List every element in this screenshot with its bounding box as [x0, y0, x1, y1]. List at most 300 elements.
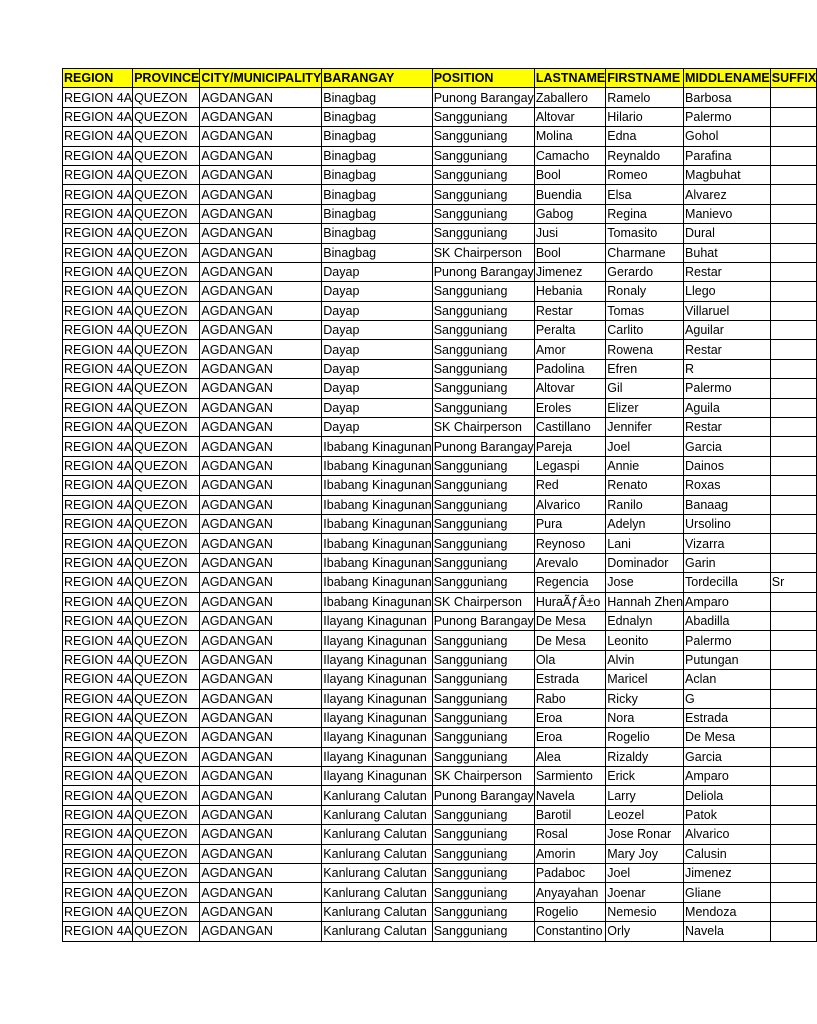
cell-region[interactable]: REGION 4A	[63, 127, 133, 146]
cell-lastname[interactable]: Bool	[534, 165, 605, 184]
cell-suffix[interactable]	[770, 708, 816, 727]
cell-suffix[interactable]	[770, 146, 816, 165]
cell-province[interactable]: QUEZON	[133, 573, 200, 592]
cell-region[interactable]: REGION 4A	[63, 146, 133, 165]
cell-middlename[interactable]: Tordecilla	[684, 573, 771, 592]
cell-position[interactable]: Sangguniang	[432, 844, 534, 863]
cell-position[interactable]: Sangguniang	[432, 747, 534, 766]
cell-middlename[interactable]: Amparo	[684, 767, 771, 786]
cell-lastname[interactable]: Arevalo	[534, 553, 605, 572]
header-cell-barangay[interactable]: BARANGAY	[322, 69, 432, 88]
cell-city-municipality[interactable]: AGDANGAN	[200, 476, 322, 495]
cell-region[interactable]: REGION 4A	[63, 553, 133, 572]
cell-middlename[interactable]: Barbosa	[684, 88, 771, 107]
cell-city-municipality[interactable]: AGDANGAN	[200, 786, 322, 805]
cell-barangay[interactable]: Ilayang Kinagunan	[322, 670, 432, 689]
cell-lastname[interactable]: Pura	[534, 514, 605, 533]
cell-province[interactable]: QUEZON	[133, 301, 200, 320]
cell-suffix[interactable]: Sr	[770, 573, 816, 592]
cell-region[interactable]: REGION 4A	[63, 708, 133, 727]
cell-middlename[interactable]: Mendoza	[684, 902, 771, 921]
cell-position[interactable]: Punong Barangay	[432, 437, 534, 456]
cell-lastname[interactable]: Molina	[534, 127, 605, 146]
cell-barangay[interactable]: Kanlurang Calutan	[322, 844, 432, 863]
cell-suffix[interactable]	[770, 262, 816, 281]
cell-position[interactable]: Sangguniang	[432, 282, 534, 301]
cell-city-municipality[interactable]: AGDANGAN	[200, 922, 322, 941]
cell-position[interactable]: Sangguniang	[432, 398, 534, 417]
cell-position[interactable]: Sangguniang	[432, 534, 534, 553]
cell-middlename[interactable]: Navela	[684, 922, 771, 941]
cell-suffix[interactable]	[770, 379, 816, 398]
cell-region[interactable]: REGION 4A	[63, 689, 133, 708]
cell-firstname[interactable]: Hilario	[606, 107, 684, 126]
cell-suffix[interactable]	[770, 514, 816, 533]
cell-middlename[interactable]: Patok	[684, 805, 771, 824]
cell-barangay[interactable]: Binagbag	[322, 88, 432, 107]
cell-city-municipality[interactable]: AGDANGAN	[200, 844, 322, 863]
cell-suffix[interactable]	[770, 495, 816, 514]
cell-firstname[interactable]: Rizaldy	[606, 747, 684, 766]
cell-middlename[interactable]: Restar	[684, 418, 771, 437]
cell-province[interactable]: QUEZON	[133, 514, 200, 533]
cell-city-municipality[interactable]: AGDANGAN	[200, 573, 322, 592]
cell-middlename[interactable]: Aguila	[684, 398, 771, 417]
cell-province[interactable]: QUEZON	[133, 204, 200, 223]
cell-middlename[interactable]: De Mesa	[684, 728, 771, 747]
cell-region[interactable]: REGION 4A	[63, 262, 133, 281]
cell-barangay[interactable]: Binagbag	[322, 204, 432, 223]
cell-province[interactable]: QUEZON	[133, 728, 200, 747]
cell-region[interactable]: REGION 4A	[63, 786, 133, 805]
cell-position[interactable]: Sangguniang	[432, 689, 534, 708]
cell-position[interactable]: SK Chairperson	[432, 418, 534, 437]
cell-position[interactable]: Sangguniang	[432, 670, 534, 689]
cell-middlename[interactable]: Palermo	[684, 107, 771, 126]
cell-barangay[interactable]: Kanlurang Calutan	[322, 883, 432, 902]
cell-city-municipality[interactable]: AGDANGAN	[200, 767, 322, 786]
cell-position[interactable]: SK Chairperson	[432, 767, 534, 786]
cell-province[interactable]: QUEZON	[133, 534, 200, 553]
cell-region[interactable]: REGION 4A	[63, 902, 133, 921]
cell-firstname[interactable]: Efren	[606, 359, 684, 378]
cell-region[interactable]: REGION 4A	[63, 340, 133, 359]
cell-barangay[interactable]: Binagbag	[322, 224, 432, 243]
cell-region[interactable]: REGION 4A	[63, 611, 133, 630]
cell-position[interactable]: Sangguniang	[432, 456, 534, 475]
cell-region[interactable]: REGION 4A	[63, 514, 133, 533]
cell-middlename[interactable]: Aclan	[684, 670, 771, 689]
cell-suffix[interactable]	[770, 165, 816, 184]
cell-lastname[interactable]: Hebania	[534, 282, 605, 301]
cell-firstname[interactable]: Jennifer	[606, 418, 684, 437]
cell-barangay[interactable]: Ilayang Kinagunan	[322, 689, 432, 708]
cell-province[interactable]: QUEZON	[133, 902, 200, 921]
cell-region[interactable]: REGION 4A	[63, 922, 133, 941]
cell-firstname[interactable]: Adelyn	[606, 514, 684, 533]
cell-suffix[interactable]	[770, 631, 816, 650]
cell-city-municipality[interactable]: AGDANGAN	[200, 650, 322, 669]
cell-city-municipality[interactable]: AGDANGAN	[200, 592, 322, 611]
cell-suffix[interactable]	[770, 282, 816, 301]
cell-middlename[interactable]: Parafina	[684, 146, 771, 165]
cell-position[interactable]: Sangguniang	[432, 514, 534, 533]
cell-lastname[interactable]: Ola	[534, 650, 605, 669]
cell-province[interactable]: QUEZON	[133, 650, 200, 669]
cell-middlename[interactable]: Banaag	[684, 495, 771, 514]
cell-region[interactable]: REGION 4A	[63, 631, 133, 650]
cell-barangay[interactable]: Ilayang Kinagunan	[322, 631, 432, 650]
cell-position[interactable]: Sangguniang	[432, 902, 534, 921]
cell-lastname[interactable]: Regencia	[534, 573, 605, 592]
cell-suffix[interactable]	[770, 88, 816, 107]
cell-city-municipality[interactable]: AGDANGAN	[200, 243, 322, 262]
cell-province[interactable]: QUEZON	[133, 476, 200, 495]
cell-barangay[interactable]: Binagbag	[322, 185, 432, 204]
cell-suffix[interactable]	[770, 747, 816, 766]
cell-city-municipality[interactable]: AGDANGAN	[200, 398, 322, 417]
cell-suffix[interactable]	[770, 437, 816, 456]
cell-province[interactable]: QUEZON	[133, 883, 200, 902]
cell-firstname[interactable]: Renato	[606, 476, 684, 495]
cell-position[interactable]: Sangguniang	[432, 107, 534, 126]
cell-region[interactable]: REGION 4A	[63, 592, 133, 611]
header-cell-region[interactable]: REGION	[63, 69, 133, 88]
cell-lastname[interactable]: Rosal	[534, 825, 605, 844]
cell-barangay[interactable]: Ibabang Kinagunan	[322, 476, 432, 495]
cell-suffix[interactable]	[770, 786, 816, 805]
cell-region[interactable]: REGION 4A	[63, 418, 133, 437]
cell-middlename[interactable]: Garin	[684, 553, 771, 572]
cell-middlename[interactable]: Manievo	[684, 204, 771, 223]
cell-province[interactable]: QUEZON	[133, 767, 200, 786]
cell-position[interactable]: Sangguniang	[432, 553, 534, 572]
header-cell-province[interactable]: PROVINCE	[133, 69, 200, 88]
cell-city-municipality[interactable]: AGDANGAN	[200, 127, 322, 146]
cell-position[interactable]: Sangguniang	[432, 340, 534, 359]
cell-barangay[interactable]: Dayap	[322, 379, 432, 398]
cell-suffix[interactable]	[770, 204, 816, 223]
cell-province[interactable]: QUEZON	[133, 88, 200, 107]
cell-lastname[interactable]: Eroles	[534, 398, 605, 417]
cell-province[interactable]: QUEZON	[133, 844, 200, 863]
cell-barangay[interactable]: Dayap	[322, 262, 432, 281]
cell-city-municipality[interactable]: AGDANGAN	[200, 689, 322, 708]
cell-region[interactable]: REGION 4A	[63, 767, 133, 786]
cell-region[interactable]: REGION 4A	[63, 379, 133, 398]
cell-city-municipality[interactable]: AGDANGAN	[200, 379, 322, 398]
cell-suffix[interactable]	[770, 728, 816, 747]
cell-suffix[interactable]	[770, 689, 816, 708]
cell-firstname[interactable]: Nora	[606, 708, 684, 727]
cell-position[interactable]: Sangguniang	[432, 165, 534, 184]
cell-lastname[interactable]: Reynoso	[534, 534, 605, 553]
header-cell-suffix[interactable]: SUFFIX	[770, 69, 816, 88]
cell-barangay[interactable]: Binagbag	[322, 127, 432, 146]
cell-barangay[interactable]: Kanlurang Calutan	[322, 805, 432, 824]
cell-position[interactable]: Sangguniang	[432, 185, 534, 204]
cell-position[interactable]: Sangguniang	[432, 825, 534, 844]
cell-province[interactable]: QUEZON	[133, 825, 200, 844]
cell-barangay[interactable]: Ilayang Kinagunan	[322, 708, 432, 727]
cell-position[interactable]: Sangguniang	[432, 127, 534, 146]
cell-suffix[interactable]	[770, 321, 816, 340]
cell-province[interactable]: QUEZON	[133, 670, 200, 689]
cell-firstname[interactable]: Larry	[606, 786, 684, 805]
cell-position[interactable]: Sangguniang	[432, 883, 534, 902]
cell-firstname[interactable]: Ricky	[606, 689, 684, 708]
cell-suffix[interactable]	[770, 185, 816, 204]
cell-firstname[interactable]: Ramelo	[606, 88, 684, 107]
cell-province[interactable]: QUEZON	[133, 747, 200, 766]
cell-city-municipality[interactable]: AGDANGAN	[200, 728, 322, 747]
cell-province[interactable]: QUEZON	[133, 146, 200, 165]
cell-position[interactable]: Sangguniang	[432, 650, 534, 669]
cell-province[interactable]: QUEZON	[133, 321, 200, 340]
cell-firstname[interactable]: Reynaldo	[606, 146, 684, 165]
cell-region[interactable]: REGION 4A	[63, 844, 133, 863]
cell-barangay[interactable]: Ibabang Kinagunan	[322, 592, 432, 611]
cell-suffix[interactable]	[770, 864, 816, 883]
cell-position[interactable]: Sangguniang	[432, 728, 534, 747]
cell-suffix[interactable]	[770, 805, 816, 824]
cell-barangay[interactable]: Kanlurang Calutan	[322, 786, 432, 805]
cell-barangay[interactable]: Dayap	[322, 301, 432, 320]
cell-firstname[interactable]: Tomasito	[606, 224, 684, 243]
cell-lastname[interactable]: Jimenez	[534, 262, 605, 281]
cell-position[interactable]: Sangguniang	[432, 476, 534, 495]
cell-city-municipality[interactable]: AGDANGAN	[200, 340, 322, 359]
cell-province[interactable]: QUEZON	[133, 495, 200, 514]
cell-suffix[interactable]	[770, 224, 816, 243]
cell-middlename[interactable]: Calusin	[684, 844, 771, 863]
cell-region[interactable]: REGION 4A	[63, 747, 133, 766]
cell-suffix[interactable]	[770, 883, 816, 902]
cell-firstname[interactable]: Dominador	[606, 553, 684, 572]
cell-firstname[interactable]: Orly	[606, 922, 684, 941]
cell-middlename[interactable]: Amparo	[684, 592, 771, 611]
cell-suffix[interactable]	[770, 844, 816, 863]
cell-city-municipality[interactable]: AGDANGAN	[200, 670, 322, 689]
cell-middlename[interactable]: Aguilar	[684, 321, 771, 340]
cell-suffix[interactable]	[770, 553, 816, 572]
cell-city-municipality[interactable]: AGDANGAN	[200, 825, 322, 844]
cell-lastname[interactable]: Sarmiento	[534, 767, 605, 786]
cell-province[interactable]: QUEZON	[133, 418, 200, 437]
cell-city-municipality[interactable]: AGDANGAN	[200, 437, 322, 456]
cell-position[interactable]: Sangguniang	[432, 573, 534, 592]
cell-city-municipality[interactable]: AGDANGAN	[200, 456, 322, 475]
cell-firstname[interactable]: Elizer	[606, 398, 684, 417]
cell-province[interactable]: QUEZON	[133, 359, 200, 378]
cell-region[interactable]: REGION 4A	[63, 398, 133, 417]
cell-middlename[interactable]: Roxas	[684, 476, 771, 495]
header-cell-middlename[interactable]: MIDDLENAME	[684, 69, 771, 88]
cell-city-municipality[interactable]: AGDANGAN	[200, 301, 322, 320]
cell-city-municipality[interactable]: AGDANGAN	[200, 107, 322, 126]
cell-lastname[interactable]: Altovar	[534, 379, 605, 398]
cell-middlename[interactable]: G	[684, 689, 771, 708]
cell-lastname[interactable]: Rogelio	[534, 902, 605, 921]
cell-region[interactable]: REGION 4A	[63, 456, 133, 475]
cell-middlename[interactable]: Llego	[684, 282, 771, 301]
cell-firstname[interactable]: Tomas	[606, 301, 684, 320]
header-cell-firstname[interactable]: FIRSTNAME	[606, 69, 684, 88]
cell-lastname[interactable]: Buendia	[534, 185, 605, 204]
cell-suffix[interactable]	[770, 902, 816, 921]
cell-province[interactable]: QUEZON	[133, 631, 200, 650]
cell-province[interactable]: QUEZON	[133, 592, 200, 611]
cell-lastname[interactable]: Camacho	[534, 146, 605, 165]
cell-suffix[interactable]	[770, 127, 816, 146]
cell-firstname[interactable]: Ednalyn	[606, 611, 684, 630]
cell-firstname[interactable]: Regina	[606, 204, 684, 223]
cell-province[interactable]: QUEZON	[133, 224, 200, 243]
cell-province[interactable]: QUEZON	[133, 611, 200, 630]
cell-middlename[interactable]: Restar	[684, 340, 771, 359]
cell-lastname[interactable]: Eroa	[534, 708, 605, 727]
cell-region[interactable]: REGION 4A	[63, 243, 133, 262]
cell-lastname[interactable]: De Mesa	[534, 631, 605, 650]
cell-lastname[interactable]: Pareja	[534, 437, 605, 456]
cell-firstname[interactable]: Jose	[606, 573, 684, 592]
cell-middlename[interactable]: Abadilla	[684, 611, 771, 630]
cell-region[interactable]: REGION 4A	[63, 650, 133, 669]
cell-lastname[interactable]: De Mesa	[534, 611, 605, 630]
cell-barangay[interactable]: Ibabang Kinagunan	[322, 534, 432, 553]
cell-region[interactable]: REGION 4A	[63, 204, 133, 223]
cell-barangay[interactable]: Ilayang Kinagunan	[322, 650, 432, 669]
cell-position[interactable]: Sangguniang	[432, 379, 534, 398]
cell-middlename[interactable]: R	[684, 359, 771, 378]
cell-suffix[interactable]	[770, 456, 816, 475]
cell-lastname[interactable]: Constantino	[534, 922, 605, 941]
cell-suffix[interactable]	[770, 825, 816, 844]
cell-region[interactable]: REGION 4A	[63, 805, 133, 824]
cell-firstname[interactable]: Leonito	[606, 631, 684, 650]
cell-barangay[interactable]: Ilayang Kinagunan	[322, 747, 432, 766]
cell-middlename[interactable]: Palermo	[684, 631, 771, 650]
cell-city-municipality[interactable]: AGDANGAN	[200, 224, 322, 243]
cell-city-municipality[interactable]: AGDANGAN	[200, 495, 322, 514]
cell-suffix[interactable]	[770, 592, 816, 611]
cell-firstname[interactable]: Edna	[606, 127, 684, 146]
cell-firstname[interactable]: Hannah Zhen	[606, 592, 684, 611]
cell-firstname[interactable]: Erick	[606, 767, 684, 786]
cell-suffix[interactable]	[770, 107, 816, 126]
cell-firstname[interactable]: Annie	[606, 456, 684, 475]
cell-firstname[interactable]: Carlito	[606, 321, 684, 340]
cell-firstname[interactable]: Rogelio	[606, 728, 684, 747]
cell-region[interactable]: REGION 4A	[63, 670, 133, 689]
cell-firstname[interactable]: Nemesio	[606, 902, 684, 921]
cell-barangay[interactable]: Ibabang Kinagunan	[322, 456, 432, 475]
cell-city-municipality[interactable]: AGDANGAN	[200, 902, 322, 921]
cell-barangay[interactable]: Ibabang Kinagunan	[322, 437, 432, 456]
cell-city-municipality[interactable]: AGDANGAN	[200, 418, 322, 437]
cell-lastname[interactable]: Restar	[534, 301, 605, 320]
cell-middlename[interactable]: Dural	[684, 224, 771, 243]
cell-barangay[interactable]: Binagbag	[322, 165, 432, 184]
cell-region[interactable]: REGION 4A	[63, 825, 133, 844]
cell-firstname[interactable]: Mary Joy	[606, 844, 684, 863]
cell-city-municipality[interactable]: AGDANGAN	[200, 805, 322, 824]
cell-city-municipality[interactable]: AGDANGAN	[200, 185, 322, 204]
cell-region[interactable]: REGION 4A	[63, 728, 133, 747]
cell-barangay[interactable]: Dayap	[322, 340, 432, 359]
cell-position[interactable]: Sangguniang	[432, 301, 534, 320]
cell-province[interactable]: QUEZON	[133, 127, 200, 146]
cell-middlename[interactable]: Putungan	[684, 650, 771, 669]
cell-position[interactable]: Sangguniang	[432, 204, 534, 223]
cell-lastname[interactable]: Anyayahan	[534, 883, 605, 902]
cell-firstname[interactable]: Joenar	[606, 883, 684, 902]
cell-lastname[interactable]: Zaballero	[534, 88, 605, 107]
cell-region[interactable]: REGION 4A	[63, 185, 133, 204]
cell-middlename[interactable]: Magbuhat	[684, 165, 771, 184]
cell-province[interactable]: QUEZON	[133, 165, 200, 184]
cell-firstname[interactable]: Ronaly	[606, 282, 684, 301]
cell-middlename[interactable]: Jimenez	[684, 864, 771, 883]
cell-region[interactable]: REGION 4A	[63, 359, 133, 378]
cell-firstname[interactable]: Jose Ronar	[606, 825, 684, 844]
cell-region[interactable]: REGION 4A	[63, 88, 133, 107]
cell-city-municipality[interactable]: AGDANGAN	[200, 708, 322, 727]
cell-region[interactable]: REGION 4A	[63, 107, 133, 126]
cell-suffix[interactable]	[770, 670, 816, 689]
cell-firstname[interactable]: Elsa	[606, 185, 684, 204]
cell-province[interactable]: QUEZON	[133, 805, 200, 824]
cell-province[interactable]: QUEZON	[133, 398, 200, 417]
cell-middlename[interactable]: Alvarez	[684, 185, 771, 204]
cell-city-municipality[interactable]: AGDANGAN	[200, 146, 322, 165]
cell-middlename[interactable]: Deliola	[684, 786, 771, 805]
cell-city-municipality[interactable]: AGDANGAN	[200, 282, 322, 301]
cell-suffix[interactable]	[770, 922, 816, 941]
cell-region[interactable]: REGION 4A	[63, 534, 133, 553]
cell-lastname[interactable]: Amorin	[534, 844, 605, 863]
cell-middlename[interactable]: Garcia	[684, 437, 771, 456]
cell-city-municipality[interactable]: AGDANGAN	[200, 631, 322, 650]
cell-firstname[interactable]: Gil	[606, 379, 684, 398]
cell-province[interactable]: QUEZON	[133, 864, 200, 883]
cell-suffix[interactable]	[770, 650, 816, 669]
cell-lastname[interactable]: Navela	[534, 786, 605, 805]
cell-barangay[interactable]: Binagbag	[322, 146, 432, 165]
cell-suffix[interactable]	[770, 243, 816, 262]
cell-city-municipality[interactable]: AGDANGAN	[200, 534, 322, 553]
cell-region[interactable]: REGION 4A	[63, 282, 133, 301]
cell-position[interactable]: SK Chairperson	[432, 592, 534, 611]
cell-lastname[interactable]: Amor	[534, 340, 605, 359]
cell-lastname[interactable]: Rabo	[534, 689, 605, 708]
cell-province[interactable]: QUEZON	[133, 185, 200, 204]
cell-region[interactable]: REGION 4A	[63, 165, 133, 184]
cell-middlename[interactable]: Restar	[684, 262, 771, 281]
cell-middlename[interactable]: Estrada	[684, 708, 771, 727]
cell-barangay[interactable]: Kanlurang Calutan	[322, 922, 432, 941]
cell-barangay[interactable]: Binagbag	[322, 243, 432, 262]
cell-barangay[interactable]: Kanlurang Calutan	[322, 825, 432, 844]
cell-lastname[interactable]: Bool	[534, 243, 605, 262]
cell-barangay[interactable]: Binagbag	[322, 107, 432, 126]
cell-barangay[interactable]: Ibabang Kinagunan	[322, 495, 432, 514]
cell-lastname[interactable]: Peralta	[534, 321, 605, 340]
cell-province[interactable]: QUEZON	[133, 243, 200, 262]
cell-firstname[interactable]: Gerardo	[606, 262, 684, 281]
cell-position[interactable]: Punong Barangay	[432, 786, 534, 805]
cell-barangay[interactable]: Ibabang Kinagunan	[322, 514, 432, 533]
